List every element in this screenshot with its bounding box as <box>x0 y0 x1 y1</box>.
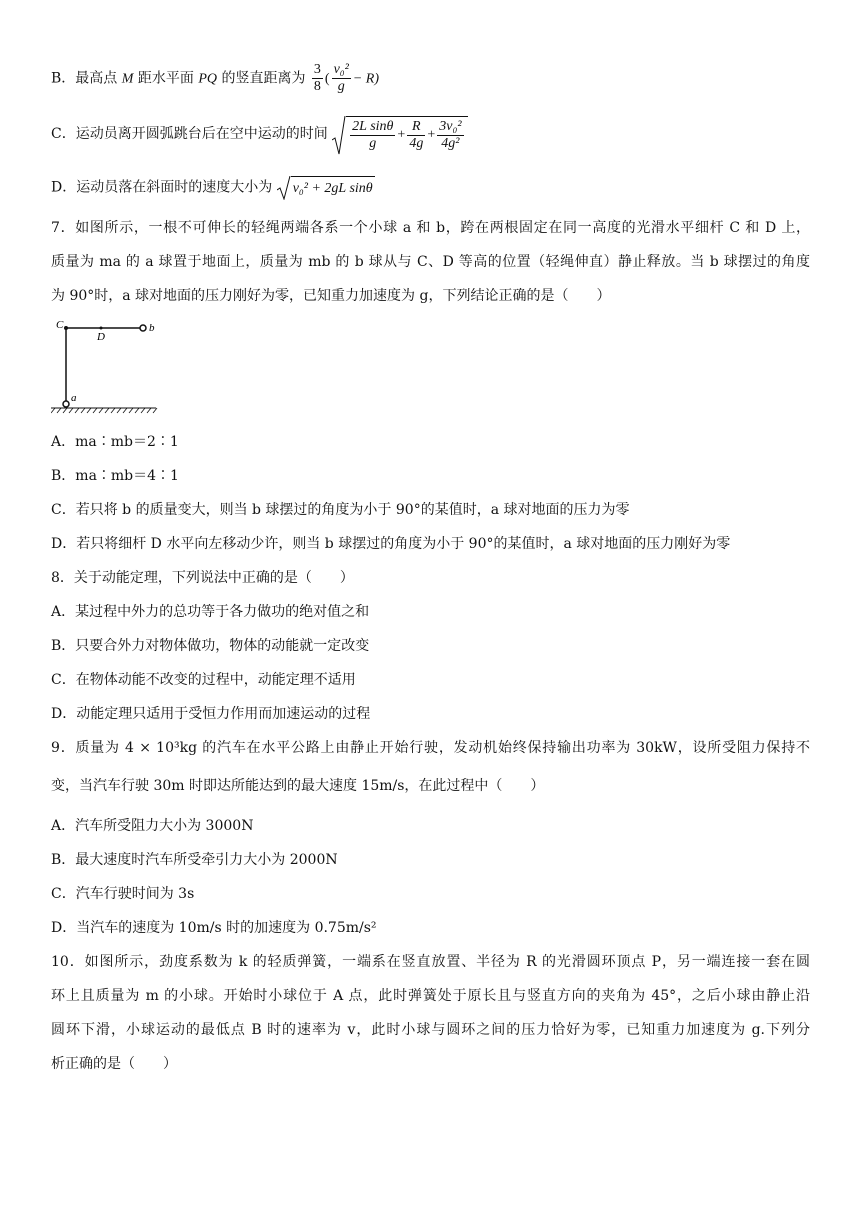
q9-option-a: A．汽车所受阻力大小为 3000N <box>51 818 254 834</box>
q6-option-b: B．最高点 M 距水平面 PQ 的竖直距离为 $\frac{3}{8}$ ( $\frac{\text{v₀²}}{g}$ − R) <box>51 62 380 94</box>
label-c: C <box>56 319 64 331</box>
q6-option-b-tail: 的竖直距离为 <box>221 70 306 87</box>
q6-option-c <box>51 116 468 152</box>
fraction-numerator: v₀² <box>333 62 349 77</box>
q6-option-c-term1 <box>350 119 395 152</box>
q6-option-c-label: C．运动员离开圆弧跳台后在空中运动的时间 <box>51 126 328 142</box>
radical-sign-icon <box>277 176 291 200</box>
q10-stem-line1: 10．如图所示，劲度系数为 k 的轻质弹簧，一端系在竖直放置、半径为 R 的光滑圆环顶点 P，另一端连接一套在圆 <box>51 954 810 970</box>
q6-option-b-inner-fraction <box>332 62 351 95</box>
fraction-denominator: 4g <box>409 136 424 151</box>
q9-option-d: D．当汽车的速度为 10m/s 时的加速度为 0.75m/s² <box>51 920 377 936</box>
q8-stem: 8．关于动能定理，下列说法中正确的是（ ） <box>51 570 354 586</box>
q7-stem-line3: 为 90°时，a 球对地面的压力刚好为零，已知重力加速度为 g，下列结论正确的是（ ） <box>51 288 611 304</box>
fraction-numerator: R <box>407 119 425 136</box>
q10-stem-line4: 析正确的是（ ） <box>51 1056 177 1072</box>
q9-stem-line2: 变，当汽车行驶 30m 时即达所能达到的最大速度 15m/s，在此过程中（ ） <box>51 778 545 794</box>
fraction-denominator: g <box>337 79 345 94</box>
q6-option-b-label: B．最高点 <box>51 70 118 87</box>
fraction-numerator: 2L sinθ <box>352 119 394 134</box>
ball-b <box>140 325 146 331</box>
q6-option-b-M: M <box>121 71 134 87</box>
q8-option-a: A．某过程中外力的总功等于各力做功的绝对值之和 <box>51 604 370 620</box>
fraction-denominator: 8 <box>313 79 321 94</box>
q6-option-d-expr: v₀² + 2gL sinθ <box>291 176 375 199</box>
fraction-denominator: 4g² <box>441 136 460 151</box>
q6-option-c-term2 <box>407 119 425 152</box>
q6-option-b-expr-tail: − R) <box>352 71 380 87</box>
q9-stem-line1: 9．质量为 4 × 10³kg 的汽车在水平公路上由静止开始行驶，发动机始终保持输出功率为 30kW，设所受阻力保持不 <box>51 740 810 756</box>
rod-d-point <box>100 327 103 330</box>
q8-option-c: C．在物体动能不改变的过程中，动能定理不适用 <box>51 672 356 688</box>
q7-option-d: D．若只将细杆 D 水平向左移动少许，则当 b 球摆过的角度为小于 90°的某值时，a 球对地面的压力刚好为零 <box>51 536 731 552</box>
q6-option-d-sqrt <box>277 176 375 199</box>
q6-option-b-fraction <box>312 62 323 95</box>
q7-stem-line1: 7．如图所示，一根不可伸长的轻绳两端各系一个小球 a 和 b，跨在两根固定在同一高度的光滑水平细杆 C 和 D 上， <box>51 220 810 236</box>
q6-option-c-sqrt: $\frac{\text{2L sinθ}}{g}$ + $\frac{R}{4g}$ + $\frac{\text{3v₀²}}{\text{4g²}}$ <box>332 116 467 152</box>
q9-option-b: B．最大速度时汽车所受牵引力大小为 2000N <box>51 852 338 868</box>
q10-stem-line3: 圆环下滑，小球运动的最低点 B 时的速率为 v，此时小球与圆环之间的压力恰好为零，已知重力加速度为 g.下列分 <box>51 1022 810 1038</box>
fraction-denominator: g <box>369 136 377 151</box>
q6-option-d <box>51 176 375 199</box>
q7-option-c: C．若只将 b 的质量变大，则当 b 球摆过的角度为小于 90°的某值时，a 球对地面的压力为零 <box>51 502 630 518</box>
fraction-numerator: 3v₀² <box>439 119 462 134</box>
ground-hatching <box>51 408 157 413</box>
label-b: b <box>149 322 155 334</box>
q7-figure <box>51 316 161 416</box>
q6-option-c-term3 <box>437 119 463 152</box>
fraction-numerator: 3 <box>313 62 321 77</box>
q8-option-b: B．只要合外力对物体做功，物体的动能就一定改变 <box>51 638 370 654</box>
q9-option-c: C．汽车行驶时间为 3s <box>51 886 195 902</box>
radical-sign-icon <box>332 116 346 156</box>
rod-c-point <box>64 326 68 330</box>
q8-option-d: D．动能定理只适用于受恒力作用而加速运动的过程 <box>51 706 371 722</box>
q7-option-a: A．ma∶mb＝2∶1 <box>51 434 179 450</box>
ball-a <box>63 401 69 407</box>
q6-option-b-PQ: PQ <box>198 71 217 87</box>
label-a: a <box>71 392 77 404</box>
q6-option-d-label: D．运动员落在斜面时的速度大小为 <box>51 179 273 196</box>
q7-option-b: B．ma∶mb＝4∶1 <box>51 468 179 484</box>
label-d: D <box>97 331 105 343</box>
q10-stem-line2: 环上且质量为 m 的小球。开始时小球位于 A 点，此时弹簧处于原长且与竖直方向的夹角为 45°，之后小球由静止沿 <box>51 988 810 1004</box>
q6-option-b-mid: 距水平面 <box>137 70 194 87</box>
q7-stem-line2: 质量为 ma 的 a 球置于地面上，质量为 mb 的 b 球从与 C、D 等高的位置（轻绳伸直）静止释放。当 b 球摆过的角度 <box>51 254 810 270</box>
